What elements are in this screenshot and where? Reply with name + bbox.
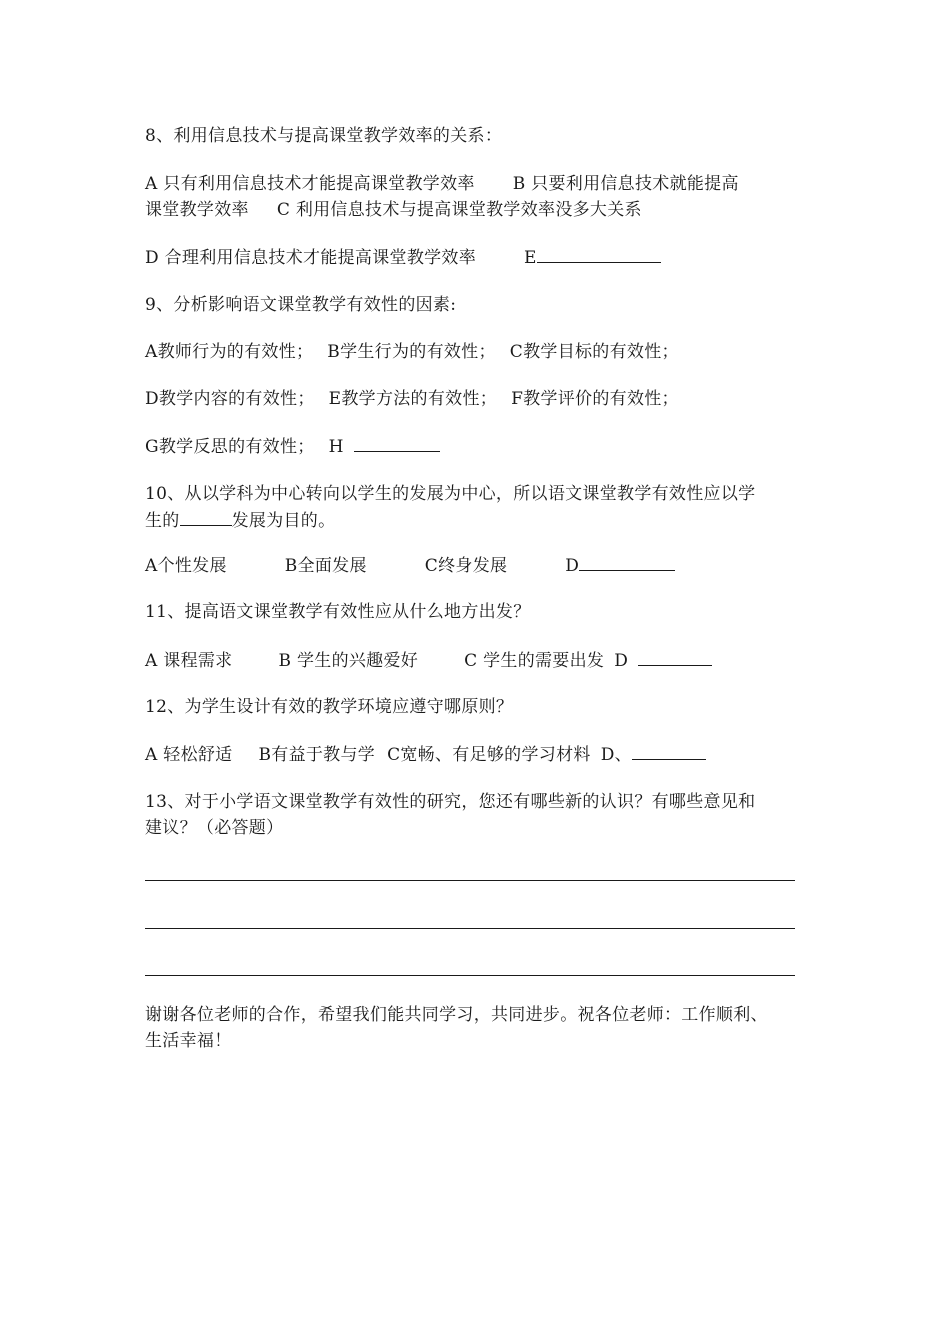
q8-options-row-1 — [145, 171, 815, 197]
q13-title-text: 13、对于小学语文课堂教学有效性的研究，您还有哪些新的认识？有哪些意见和 — [145, 792, 756, 812]
q9-option-b: B学生行为的有效性； — [327, 342, 496, 362]
q11-options-row — [145, 647, 815, 674]
q8-option-c: C 利用信息技术与提高课堂教学效率没多大关系 — [276, 200, 642, 220]
q10-title-row-1 — [145, 481, 815, 507]
q9-options-row-1 — [145, 339, 815, 365]
q8-option-e-blank[interactable] — [537, 244, 661, 263]
closing-row-1 — [145, 1002, 815, 1028]
q9-option-g: G教学反思的有效性； — [145, 437, 315, 457]
q12-option-b: B有益于教与学 — [258, 745, 376, 765]
q9-title-text: 9、分析影响语文课堂教学有效性的因素: — [145, 295, 457, 315]
q10-option-c: C终身发展 — [424, 556, 508, 576]
q10-title-text-end: 发展为目的。 — [231, 511, 336, 531]
q10-title-text-cont: 生的 — [145, 511, 180, 531]
q13-title-row-2 — [145, 815, 815, 841]
q10-title-blank[interactable] — [180, 507, 232, 526]
q11-option-d-blank[interactable] — [638, 647, 712, 666]
q13-answer-line-3[interactable] — [145, 975, 795, 976]
q11-option-b: B 学生的兴趣爱好 — [278, 651, 419, 671]
q11-option-d: D — [614, 651, 629, 671]
q8-option-b: B 只要利用信息技术就能提高 — [512, 174, 739, 194]
q8-options-row-3 — [145, 244, 815, 271]
q9-option-e: E教学方法的有效性； — [328, 389, 498, 409]
q8-title-text: 8、利用信息技术与提高课堂教学效率的关系： — [145, 126, 503, 146]
q10-option-b: B全面发展 — [284, 556, 367, 576]
q10-title-text: 10、从以学科为中心转向以学生的发展为中心，所以语文课堂教学有效性应以学 — [145, 484, 756, 504]
q13-title-row-1 — [145, 789, 815, 815]
q12-title — [145, 694, 815, 720]
q13-answer-line-2[interactable] — [145, 928, 795, 929]
q9-option-h-blank[interactable] — [354, 433, 440, 452]
q10-option-a: A个性发展 — [145, 556, 227, 576]
q9-option-f: F教学评价的有效性； — [511, 389, 679, 409]
q11-option-c: C 学生的需要出发 — [464, 651, 605, 671]
q12-option-d-blank[interactable] — [632, 741, 706, 760]
q11-title — [145, 599, 815, 625]
q10-title-row-2 — [145, 507, 815, 534]
q13-title-text-cont: 建议？（必答题） — [145, 818, 284, 838]
q13-answer-line-1[interactable] — [145, 880, 795, 881]
q9-option-c: C教学目标的有效性； — [509, 342, 679, 362]
closing-text: 谢谢各位老师的合作，希望我们能共同学习，共同进步。祝各位老师：工作顺利、 — [145, 1005, 768, 1025]
q9-title — [145, 292, 815, 318]
q12-options-row — [145, 741, 815, 768]
q9-option-a: A教师行为的有效性； — [145, 342, 314, 362]
q12-title-text: 12、为学生设计有效的教学环境应遵守哪原则？ — [145, 697, 514, 717]
q12-option-a: A 轻松舒适 — [145, 745, 233, 765]
q12-option-d: D、 — [600, 745, 632, 765]
closing-text-cont: 生活幸福！ — [145, 1031, 232, 1051]
q9-option-h: H — [328, 437, 344, 457]
q11-title-text: 11、提高语文课堂教学有效性应从什么地方出发？ — [145, 602, 531, 622]
q8-option-b-cont: 课堂教学效率 — [145, 200, 249, 220]
q8-title — [145, 123, 815, 149]
q9-options-row-2 — [145, 386, 815, 412]
closing-row-2 — [145, 1028, 815, 1054]
q11-option-a: A 课程需求 — [145, 651, 233, 671]
q10-option-d: D — [565, 556, 580, 576]
q9-options-row-3 — [145, 433, 815, 460]
q8-option-e: E — [524, 248, 537, 268]
q10-options-row — [145, 552, 815, 579]
q12-option-c: C宽畅、有足够的学习材料 — [387, 745, 591, 765]
q8-option-a: A 只有利用信息技术才能提高课堂教学效率 — [145, 174, 475, 194]
q8-option-d: D 合理利用信息技术才能提高课堂教学效率 — [145, 248, 477, 268]
q8-options-row-2 — [145, 197, 815, 223]
q10-option-d-blank[interactable] — [579, 552, 675, 571]
q9-option-d: D教学内容的有效性； — [145, 389, 315, 409]
